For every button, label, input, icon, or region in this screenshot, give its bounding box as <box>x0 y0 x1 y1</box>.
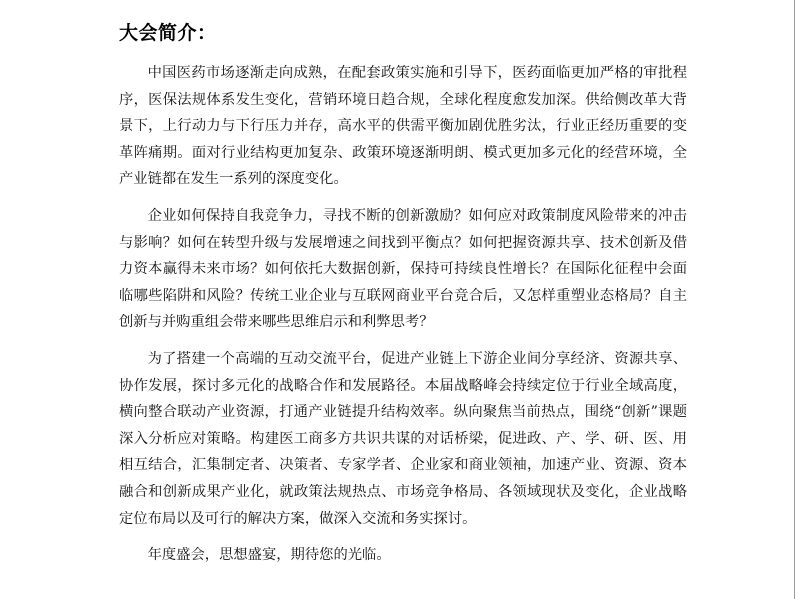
paragraph-summit-purpose: 为了搭建一个高端的互动交流平台，促进产业链上下游企业间分享经济、资源共享、协作发展，探讨多元化的战略合作和发展路径。本届战略峰会持续定位于行业全域高度，横向整合联动产业资源，打通产业链提升结构效率。纵向聚焦当前热点，围绕“创新”课题深入分析应对策略。构建医工商多方共识共谋的对话桥梁，促进政、产、学、研、医、用相互结合，汇集制定者、决策者、专家学者、企业家和商业领袖，加速产业、资源、资本融合和创新成果产业化，就政策法规热点、市场竞争格局、各领域现状及变化，企业战略定位布局以及可行的解决方案，做深入交流和务实探讨。 <box>119 350 687 527</box>
paragraph-market-overview: 中国医药市场逐渐走向成熟，在配套政策实施和引导下，医药面临更加严格的审批程序，医保法规体系发生变化，营销环境日趋合规，全球化程度愈发加深。供给侧改革大背景下，上行动力与下行压力并存，高水平的供需平衡加剧优胜劣汰，行业正经历重要的变革阵痛期。面对行业结构更加复杂、政策环境逐渐明朗、模式更加多元化的经营环境，全产业链都在发生一系列的深度变化。 <box>119 65 687 188</box>
section-heading: 大会简介： <box>119 22 217 44</box>
document-body <box>119 18 687 579</box>
paragraph-closing-invitation: 年度盛会，思想盛宴，期待您的光临。 <box>147 547 391 564</box>
paragraph-key-questions: 企业如何保持自我竞争力，寻找不断的创新激励？如何应对政策制度风险带来的冲击与影响？如何在转型升级与发展增速之间找到平衡点？如何把握资源共享、技术创新及借力资本赢得未来市场？如何依托大数据创新，保持可持续良性增长？在国际化征程中会面临哪些陷阱和风险？传统工业企业与互联网商业平台竞合后，又怎样重塑业态格局？自主创新与并购重组会带来哪些思维启示和利弊思考？ <box>119 207 687 331</box>
